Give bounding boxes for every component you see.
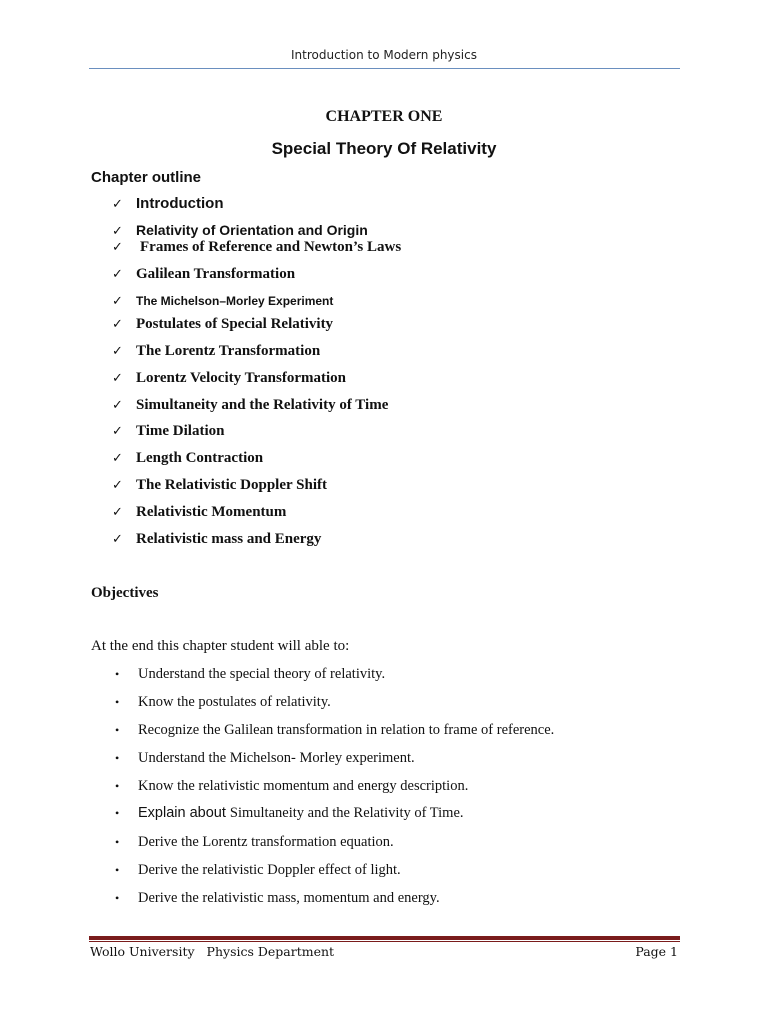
outline-item bbox=[112, 423, 224, 440]
outline-item-label: Introduction bbox=[136, 195, 224, 212]
objective-text: Understand the special theory of relativity. bbox=[138, 666, 386, 682]
outline-item bbox=[112, 477, 327, 494]
outline-item-label: Length Contraction bbox=[136, 450, 264, 466]
outline-item-label: Postulates of Special Relativity bbox=[136, 316, 334, 332]
objective-text: Explain about bbox=[138, 805, 230, 821]
outline-item-label: Lorentz Velocity Transformation bbox=[136, 370, 346, 386]
outline-item-label: Relativity of Orientation and Origin bbox=[136, 222, 368, 238]
outline-item bbox=[112, 531, 321, 548]
outline-item bbox=[112, 316, 333, 333]
outline-item-label: Time Dilation bbox=[136, 423, 225, 439]
objective-item bbox=[115, 834, 394, 851]
objective-item bbox=[115, 750, 415, 767]
outline-item bbox=[112, 504, 286, 521]
bullet-icon: • bbox=[115, 779, 120, 793]
outline-item bbox=[112, 343, 320, 360]
objective-item bbox=[115, 805, 464, 822]
objective-item bbox=[115, 666, 385, 683]
outline-item bbox=[112, 239, 401, 256]
chapter-number: CHAPTER ONE bbox=[325, 108, 443, 125]
outline-item-label: Frames of Reference and Newton’s Laws bbox=[140, 239, 402, 255]
outline-item bbox=[112, 397, 388, 414]
outline-item-label: The Lorentz Transformation bbox=[136, 343, 321, 359]
checkmark-icon: ✓ bbox=[112, 532, 123, 547]
footer-rule bbox=[89, 936, 680, 940]
objectives-heading: Objectives bbox=[91, 585, 159, 601]
objective-item bbox=[115, 890, 440, 907]
checkmark-icon: ✓ bbox=[112, 240, 123, 255]
checkmark-icon: ✓ bbox=[112, 478, 123, 493]
chapter-title: Special Theory Of Relativity bbox=[271, 139, 497, 158]
bullet-icon: • bbox=[115, 835, 120, 849]
objective-text: Derive the relativistic Doppler effect of light. bbox=[138, 862, 401, 878]
objective-text-continued: Simultaneity and the Relativity of Time. bbox=[229, 805, 464, 821]
footer-university: Wollo University bbox=[90, 944, 195, 959]
objective-text: Understand the Michelson- Morley experiment. bbox=[138, 750, 415, 766]
objective-text: Know the relativistic momentum and energy description. bbox=[138, 778, 469, 794]
objective-item bbox=[115, 778, 468, 795]
bullet-icon: • bbox=[115, 863, 120, 877]
objective-item bbox=[115, 862, 401, 879]
outline-item bbox=[112, 222, 368, 239]
objective-text: Derive the relativistic mass, momentum and energy. bbox=[138, 890, 440, 906]
outline-item bbox=[112, 370, 346, 387]
bullet-icon: • bbox=[115, 667, 120, 681]
header-rule bbox=[89, 68, 680, 69]
checkmark-icon: ✓ bbox=[112, 224, 123, 239]
objective-text: Derive the Lorentz transformation equation. bbox=[138, 834, 394, 850]
bullet-icon: • bbox=[115, 806, 120, 820]
objective-item bbox=[115, 722, 554, 739]
checkmark-icon: ✓ bbox=[112, 317, 123, 332]
bullet-icon: • bbox=[115, 723, 120, 737]
running-header: Introduction to Modern physics bbox=[291, 48, 477, 62]
checkmark-icon: ✓ bbox=[112, 398, 123, 413]
checkmark-icon: ✓ bbox=[112, 371, 123, 386]
outline-item bbox=[112, 450, 263, 467]
checkmark-icon: ✓ bbox=[112, 294, 123, 309]
bullet-icon: • bbox=[115, 751, 120, 765]
checkmark-icon: ✓ bbox=[112, 344, 123, 359]
outline-item-label: Simultaneity and the Relativity of Time bbox=[136, 397, 389, 413]
outline-item-label: Galilean Transformation bbox=[136, 266, 296, 282]
footer-rule-thin bbox=[89, 941, 680, 942]
checkmark-icon: ✓ bbox=[112, 505, 123, 520]
outline-item-label: Relativistic Momentum bbox=[136, 504, 287, 520]
bullet-icon: • bbox=[115, 891, 120, 905]
outline-item bbox=[112, 266, 295, 283]
footer-department: Physics Department bbox=[206, 944, 335, 959]
footer-left bbox=[90, 944, 334, 959]
bullet-icon: • bbox=[115, 695, 120, 709]
outline-item-label: The Relativistic Doppler Shift bbox=[136, 477, 327, 493]
checkmark-icon: ✓ bbox=[112, 197, 123, 212]
footer-page-number: Page 1 bbox=[635, 944, 678, 959]
outline-item bbox=[112, 294, 333, 309]
checkmark-icon: ✓ bbox=[112, 424, 123, 439]
outline-item bbox=[112, 195, 223, 212]
outline-heading: Chapter outline bbox=[91, 169, 202, 186]
outline-item-label: The Michelson–Morley Experiment bbox=[136, 294, 334, 308]
checkmark-icon: ✓ bbox=[112, 451, 123, 466]
checkmark-icon: ✓ bbox=[112, 267, 123, 282]
objective-text: Recognize the Galilean transformation in relation to frame of reference. bbox=[138, 722, 555, 738]
objectives-intro: At the end this chapter student will able to: bbox=[91, 638, 350, 654]
outline-item-label: Relativistic mass and Energy bbox=[136, 531, 322, 547]
objective-text: Know the postulates of relativity. bbox=[138, 694, 331, 710]
objective-item bbox=[115, 694, 331, 711]
